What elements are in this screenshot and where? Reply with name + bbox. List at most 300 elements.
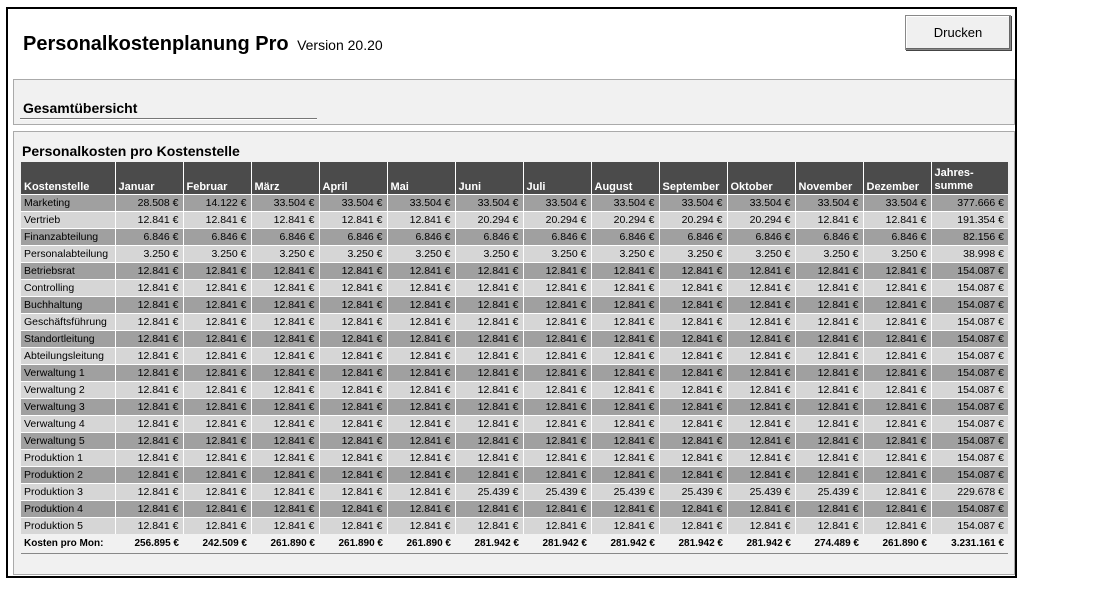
cost-value-cell: 25.439 € (659, 483, 727, 500)
cost-value-cell: 12.841 € (863, 398, 931, 415)
cost-value-cell: 12.841 € (727, 296, 795, 313)
cost-value-cell: 12.841 € (795, 415, 863, 432)
cost-value-cell: 25.439 € (591, 483, 659, 500)
cost-value-cell: 12.841 € (591, 296, 659, 313)
cost-value-cell: 12.841 € (115, 398, 183, 415)
cost-value-cell: 12.841 € (319, 279, 387, 296)
total-value-cell: 281.942 € (455, 534, 523, 553)
total-value-cell: 281.942 € (591, 534, 659, 553)
cost-center-name: Verwaltung 4 (21, 415, 115, 432)
cost-value-cell: 12.841 € (251, 466, 319, 483)
cost-value-cell: 12.841 € (115, 466, 183, 483)
cost-value-cell: 12.841 € (795, 364, 863, 381)
table-header-row (21, 162, 1008, 194)
cost-value-cell: 12.841 € (183, 211, 251, 228)
cost-value-cell: 12.841 € (591, 381, 659, 398)
cost-value-cell: 12.841 € (523, 449, 591, 466)
column-header: Februar (183, 162, 251, 194)
cost-value-cell: 12.841 € (319, 449, 387, 466)
cost-value-cell: 12.841 € (319, 432, 387, 449)
cost-value-cell: 12.841 € (251, 211, 319, 228)
cost-value-cell: 6.846 € (183, 228, 251, 245)
cost-value-cell: 12.841 € (387, 517, 455, 534)
table-row (21, 262, 1008, 279)
cost-value-cell: 12.841 € (727, 364, 795, 381)
cost-table-panel (13, 131, 1015, 575)
cost-value-cell: 12.841 € (659, 517, 727, 534)
cost-value-cell: 12.841 € (863, 279, 931, 296)
app-title: Personalkostenplanung Pro (23, 33, 289, 55)
table-row (21, 330, 1008, 347)
cost-center-name: Verwaltung 5 (21, 432, 115, 449)
cost-value-cell: 12.841 € (319, 517, 387, 534)
cost-value-cell: 12.841 € (319, 483, 387, 500)
table-row (21, 245, 1008, 262)
cost-value-cell: 12.841 € (115, 415, 183, 432)
table-row (21, 279, 1008, 296)
total-value-cell: 281.942 € (523, 534, 591, 553)
cost-value-cell: 3.250 € (795, 245, 863, 262)
cost-value-cell: 33.504 € (863, 194, 931, 211)
cost-value-cell: 12.841 € (863, 262, 931, 279)
cost-value-cell: 20.294 € (659, 211, 727, 228)
cost-value-cell: 12.841 € (319, 466, 387, 483)
cost-value-cell: 12.841 € (727, 432, 795, 449)
cost-value-cell: 12.841 € (115, 296, 183, 313)
title-area (23, 33, 383, 56)
cost-value-cell: 154.087 € (931, 347, 1008, 364)
cost-value-cell: 12.841 € (455, 415, 523, 432)
table-row (21, 449, 1008, 466)
table-row (21, 347, 1008, 364)
column-header: September (659, 162, 727, 194)
cost-value-cell: 154.087 € (931, 415, 1008, 432)
cost-value-cell: 12.841 € (863, 517, 931, 534)
cost-value-cell: 12.841 € (795, 381, 863, 398)
cost-value-cell: 25.439 € (727, 483, 795, 500)
cost-value-cell: 12.841 € (387, 449, 455, 466)
cost-value-cell: 154.087 € (931, 517, 1008, 534)
cost-value-cell: 12.841 € (727, 279, 795, 296)
cost-value-cell: 12.841 € (115, 381, 183, 398)
cost-value-cell: 12.841 € (319, 398, 387, 415)
cost-value-cell: 12.841 € (795, 330, 863, 347)
cost-value-cell: 12.841 € (523, 347, 591, 364)
cost-value-cell: 12.841 € (251, 313, 319, 330)
cost-value-cell: 12.841 € (455, 398, 523, 415)
cost-value-cell: 12.841 € (319, 330, 387, 347)
cost-value-cell: 12.841 € (251, 500, 319, 517)
cost-value-cell: 12.841 € (251, 483, 319, 500)
cost-center-name: Buchhaltung (21, 296, 115, 313)
cost-value-cell: 12.841 € (591, 347, 659, 364)
cost-value-cell: 12.841 € (795, 279, 863, 296)
cost-value-cell: 12.841 € (251, 449, 319, 466)
cost-value-cell: 154.087 € (931, 500, 1008, 517)
cost-value-cell: 3.250 € (659, 245, 727, 262)
cost-value-cell: 12.841 € (591, 432, 659, 449)
print-button[interactable]: Drucken (905, 15, 1011, 50)
cost-value-cell: 12.841 € (387, 262, 455, 279)
cost-value-cell: 12.841 € (115, 364, 183, 381)
cost-value-cell: 12.841 € (863, 466, 931, 483)
cost-value-cell: 12.841 € (183, 364, 251, 381)
cost-value-cell: 12.841 € (795, 398, 863, 415)
cost-value-cell: 12.841 € (251, 279, 319, 296)
table-row (21, 194, 1008, 211)
cost-value-cell: 12.841 € (591, 262, 659, 279)
cost-value-cell: 12.841 € (591, 313, 659, 330)
table-row (21, 381, 1008, 398)
cost-value-cell: 12.841 € (387, 398, 455, 415)
cost-value-cell: 12.841 € (387, 381, 455, 398)
cost-value-cell: 154.087 € (931, 398, 1008, 415)
cost-value-cell: 12.841 € (387, 296, 455, 313)
cost-value-cell: 154.087 € (931, 449, 1008, 466)
cost-value-cell: 12.841 € (591, 517, 659, 534)
cost-value-cell: 12.841 € (727, 330, 795, 347)
cost-value-cell: 12.841 € (183, 449, 251, 466)
cost-value-cell: 12.841 € (115, 432, 183, 449)
cost-value-cell: 377.666 € (931, 194, 1008, 211)
cost-value-cell: 6.846 € (795, 228, 863, 245)
cost-value-cell: 12.841 € (115, 483, 183, 500)
cost-value-cell: 12.841 € (387, 279, 455, 296)
cost-value-cell: 12.841 € (183, 398, 251, 415)
cost-value-cell: 154.087 € (931, 262, 1008, 279)
cost-value-cell: 12.841 € (727, 415, 795, 432)
cost-value-cell: 12.841 € (659, 279, 727, 296)
cost-center-name: Standortleitung (21, 330, 115, 347)
cost-value-cell: 12.841 € (795, 432, 863, 449)
cost-value-cell: 33.504 € (591, 194, 659, 211)
cost-value-cell: 12.841 € (727, 347, 795, 364)
cost-center-name: Marketing (21, 194, 115, 211)
cost-value-cell: 12.841 € (387, 347, 455, 364)
cost-value-cell: 12.841 € (387, 364, 455, 381)
cost-value-cell: 3.250 € (727, 245, 795, 262)
overview-panel (13, 79, 1015, 125)
cost-value-cell: 12.841 € (251, 364, 319, 381)
cost-value-cell: 6.846 € (251, 228, 319, 245)
cost-value-cell: 12.841 € (455, 449, 523, 466)
cost-value-cell: 12.841 € (591, 466, 659, 483)
cost-value-cell: 38.998 € (931, 245, 1008, 262)
cost-value-cell: 154.087 € (931, 296, 1008, 313)
cost-value-cell: 12.841 € (183, 381, 251, 398)
cost-value-cell: 33.504 € (727, 194, 795, 211)
cost-center-name: Verwaltung 3 (21, 398, 115, 415)
cost-value-cell: 6.846 € (115, 228, 183, 245)
cost-value-cell: 33.504 € (795, 194, 863, 211)
column-header: März (251, 162, 319, 194)
cost-center-name: Verwaltung 2 (21, 381, 115, 398)
cost-value-cell: 12.841 € (183, 330, 251, 347)
column-header: Januar (115, 162, 183, 194)
cost-value-cell: 12.841 € (387, 330, 455, 347)
cost-value-cell: 12.841 € (183, 279, 251, 296)
cost-value-cell: 12.841 € (387, 466, 455, 483)
cost-value-cell: 12.841 € (455, 364, 523, 381)
cost-value-cell: 12.841 € (727, 313, 795, 330)
cost-value-cell: 82.156 € (931, 228, 1008, 245)
cost-value-cell: 12.841 € (455, 296, 523, 313)
cost-value-cell: 12.841 € (251, 347, 319, 364)
cost-value-cell: 12.841 € (319, 415, 387, 432)
cost-value-cell: 12.841 € (183, 262, 251, 279)
cost-value-cell: 12.841 € (455, 347, 523, 364)
column-header: Kostenstelle (21, 162, 115, 194)
total-row (21, 534, 1008, 553)
cost-value-cell: 12.841 € (795, 211, 863, 228)
cost-value-cell: 12.841 € (183, 517, 251, 534)
cost-value-cell: 12.841 € (387, 313, 455, 330)
column-header: Oktober (727, 162, 795, 194)
table-row (21, 466, 1008, 483)
column-header: Jahres- summe (931, 162, 1008, 194)
app-version: Version 20.20 (297, 37, 383, 53)
table-row (21, 432, 1008, 449)
cost-value-cell: 12.841 € (863, 415, 931, 432)
cost-value-cell: 12.841 € (863, 296, 931, 313)
cost-value-cell: 12.841 € (523, 517, 591, 534)
cost-value-cell: 3.250 € (319, 245, 387, 262)
cost-value-cell: 12.841 € (659, 466, 727, 483)
table-row (21, 313, 1008, 330)
cost-value-cell: 12.841 € (659, 330, 727, 347)
column-header: Mai (387, 162, 455, 194)
table-row (21, 364, 1008, 381)
cost-value-cell: 12.841 € (659, 381, 727, 398)
cost-value-cell: 12.841 € (319, 347, 387, 364)
cost-value-cell: 12.841 € (523, 415, 591, 432)
cost-value-cell: 154.087 € (931, 432, 1008, 449)
cost-value-cell: 12.841 € (863, 347, 931, 364)
cost-value-cell: 33.504 € (251, 194, 319, 211)
cost-value-cell: 12.841 € (863, 330, 931, 347)
cost-value-cell: 12.841 € (455, 381, 523, 398)
cost-value-cell: 191.354 € (931, 211, 1008, 228)
cost-value-cell: 12.841 € (115, 262, 183, 279)
cost-value-cell: 12.841 € (387, 415, 455, 432)
cost-value-cell: 20.294 € (523, 211, 591, 228)
cost-value-cell: 3.250 € (523, 245, 591, 262)
cost-value-cell: 12.841 € (183, 415, 251, 432)
cost-value-cell: 12.841 € (591, 398, 659, 415)
cost-value-cell: 12.841 € (659, 313, 727, 330)
cost-value-cell: 12.841 € (115, 500, 183, 517)
cost-value-cell: 12.841 € (523, 279, 591, 296)
cost-value-cell: 154.087 € (931, 279, 1008, 296)
cost-value-cell: 154.087 € (931, 364, 1008, 381)
table-row (21, 228, 1008, 245)
cost-center-name: Produktion 3 (21, 483, 115, 500)
column-header: August (591, 162, 659, 194)
cost-center-name: Personalabteilung (21, 245, 115, 262)
cost-value-cell: 12.841 € (183, 347, 251, 364)
cost-value-cell: 12.841 € (659, 262, 727, 279)
cost-value-cell: 12.841 € (659, 449, 727, 466)
cost-value-cell: 12.841 € (319, 381, 387, 398)
cost-value-cell: 12.841 € (455, 517, 523, 534)
cost-value-cell: 3.250 € (863, 245, 931, 262)
cost-value-cell: 12.841 € (115, 211, 183, 228)
section-divider (20, 118, 317, 120)
total-label: Kosten pro Mon: (21, 534, 115, 553)
cost-value-cell: 12.841 € (727, 449, 795, 466)
cost-value-cell: 12.841 € (319, 364, 387, 381)
cost-value-cell: 12.841 € (591, 500, 659, 517)
cost-value-cell: 3.250 € (591, 245, 659, 262)
cost-value-cell: 12.841 € (727, 500, 795, 517)
app-window (6, 7, 1017, 578)
total-value-cell: 256.895 € (115, 534, 183, 553)
cost-value-cell: 12.841 € (455, 279, 523, 296)
table-row (21, 296, 1008, 313)
cost-value-cell: 33.504 € (523, 194, 591, 211)
cost-value-cell: 20.294 € (727, 211, 795, 228)
cost-value-cell: 12.841 € (863, 432, 931, 449)
cost-value-cell: 12.841 € (863, 211, 931, 228)
cost-value-cell: 12.841 € (523, 364, 591, 381)
cost-center-name: Verwaltung 1 (21, 364, 115, 381)
cost-value-cell: 12.841 € (591, 415, 659, 432)
table-row (21, 211, 1008, 228)
cost-value-cell: 12.841 € (795, 500, 863, 517)
cost-value-cell: 6.846 € (591, 228, 659, 245)
cost-center-name: Geschäftsführung (21, 313, 115, 330)
cost-value-cell: 12.841 € (387, 500, 455, 517)
total-value-cell: 261.890 € (863, 534, 931, 553)
table-title: Personalkosten pro Kostenstelle (22, 143, 240, 159)
cost-value-cell: 12.841 € (455, 432, 523, 449)
cost-value-cell: 6.846 € (659, 228, 727, 245)
cost-value-cell: 6.846 € (523, 228, 591, 245)
cost-value-cell: 12.841 € (251, 296, 319, 313)
cost-value-cell: 12.841 € (523, 330, 591, 347)
cost-value-cell: 3.250 € (251, 245, 319, 262)
cost-value-cell: 20.294 € (591, 211, 659, 228)
cost-value-cell: 12.841 € (319, 211, 387, 228)
cost-center-name: Produktion 2 (21, 466, 115, 483)
cost-value-cell: 12.841 € (115, 313, 183, 330)
cost-value-cell: 12.841 € (251, 330, 319, 347)
cost-value-cell: 12.841 € (251, 381, 319, 398)
cost-value-cell: 12.841 € (387, 483, 455, 500)
cost-center-name: Produktion 1 (21, 449, 115, 466)
cost-value-cell: 33.504 € (319, 194, 387, 211)
cost-value-cell: 12.841 € (183, 313, 251, 330)
cost-value-cell: 12.841 € (183, 483, 251, 500)
cost-value-cell: 12.841 € (387, 432, 455, 449)
cost-value-cell: 12.841 € (251, 262, 319, 279)
cost-value-cell: 6.846 € (455, 228, 523, 245)
cost-value-cell: 154.087 € (931, 466, 1008, 483)
table-row (21, 483, 1008, 500)
cost-value-cell: 12.841 € (319, 313, 387, 330)
column-header: Dezember (863, 162, 931, 194)
cost-value-cell: 12.841 € (591, 449, 659, 466)
cost-value-cell: 12.841 € (727, 262, 795, 279)
cost-value-cell: 12.841 € (523, 296, 591, 313)
cost-value-cell: 14.122 € (183, 194, 251, 211)
cost-value-cell: 12.841 € (591, 364, 659, 381)
cost-value-cell: 12.841 € (523, 381, 591, 398)
cost-value-cell: 12.841 € (455, 466, 523, 483)
cost-value-cell: 25.439 € (795, 483, 863, 500)
cost-value-cell: 12.841 € (251, 517, 319, 534)
cost-value-cell: 12.841 € (455, 313, 523, 330)
cost-center-name: Finanzabteilung (21, 228, 115, 245)
cost-value-cell: 12.841 € (727, 466, 795, 483)
cost-value-cell: 12.841 € (251, 415, 319, 432)
cost-value-cell: 12.841 € (115, 449, 183, 466)
cost-value-cell: 154.087 € (931, 330, 1008, 347)
column-header: November (795, 162, 863, 194)
cost-center-name: Controlling (21, 279, 115, 296)
cost-value-cell: 12.841 € (659, 296, 727, 313)
cost-value-cell: 12.841 € (795, 449, 863, 466)
cost-value-cell: 154.087 € (931, 313, 1008, 330)
cost-value-cell: 12.841 € (659, 398, 727, 415)
cost-value-cell: 25.439 € (455, 483, 523, 500)
cost-center-name: Produktion 5 (21, 517, 115, 534)
cost-value-cell: 12.841 € (183, 296, 251, 313)
cost-value-cell: 3.250 € (115, 245, 183, 262)
cost-value-cell: 12.841 € (795, 347, 863, 364)
cost-value-cell: 12.841 € (863, 364, 931, 381)
cost-value-cell: 3.250 € (387, 245, 455, 262)
cost-value-cell: 12.841 € (183, 432, 251, 449)
cost-value-cell: 6.846 € (319, 228, 387, 245)
cost-value-cell: 25.439 € (523, 483, 591, 500)
cost-value-cell: 12.841 € (659, 347, 727, 364)
cost-value-cell: 12.841 € (183, 466, 251, 483)
cost-value-cell: 12.841 € (183, 500, 251, 517)
cost-value-cell: 12.841 € (523, 466, 591, 483)
cost-value-cell: 12.841 € (659, 415, 727, 432)
cost-value-cell: 12.841 € (795, 517, 863, 534)
cost-value-cell: 12.841 € (455, 330, 523, 347)
table-body (21, 194, 1008, 553)
cost-value-cell: 12.841 € (727, 381, 795, 398)
table-row (21, 415, 1008, 432)
cost-value-cell: 12.841 € (795, 313, 863, 330)
total-value-cell: 242.509 € (183, 534, 251, 553)
cost-value-cell: 33.504 € (455, 194, 523, 211)
cost-value-cell: 6.846 € (387, 228, 455, 245)
cost-value-cell: 12.841 € (523, 500, 591, 517)
cost-value-cell: 28.508 € (115, 194, 183, 211)
cost-value-cell: 12.841 € (455, 262, 523, 279)
cost-center-name: Abteilungsleitung (21, 347, 115, 364)
cost-center-name: Vertrieb (21, 211, 115, 228)
total-value-cell: 261.890 € (387, 534, 455, 553)
cost-value-cell: 12.841 € (863, 381, 931, 398)
table-row (21, 517, 1008, 534)
cost-value-cell: 12.841 € (115, 517, 183, 534)
cost-value-cell: 12.841 € (795, 466, 863, 483)
cost-center-name: Betriebsrat (21, 262, 115, 279)
section-title-overview: Gesamtübersicht (23, 100, 138, 116)
cost-value-cell: 12.841 € (115, 279, 183, 296)
cost-value-cell: 12.841 € (387, 211, 455, 228)
column-header: Juni (455, 162, 523, 194)
cost-value-cell: 33.504 € (659, 194, 727, 211)
cost-value-cell: 12.841 € (727, 398, 795, 415)
total-value-cell: 3.231.161 € (931, 534, 1008, 553)
cost-value-cell: 6.846 € (727, 228, 795, 245)
